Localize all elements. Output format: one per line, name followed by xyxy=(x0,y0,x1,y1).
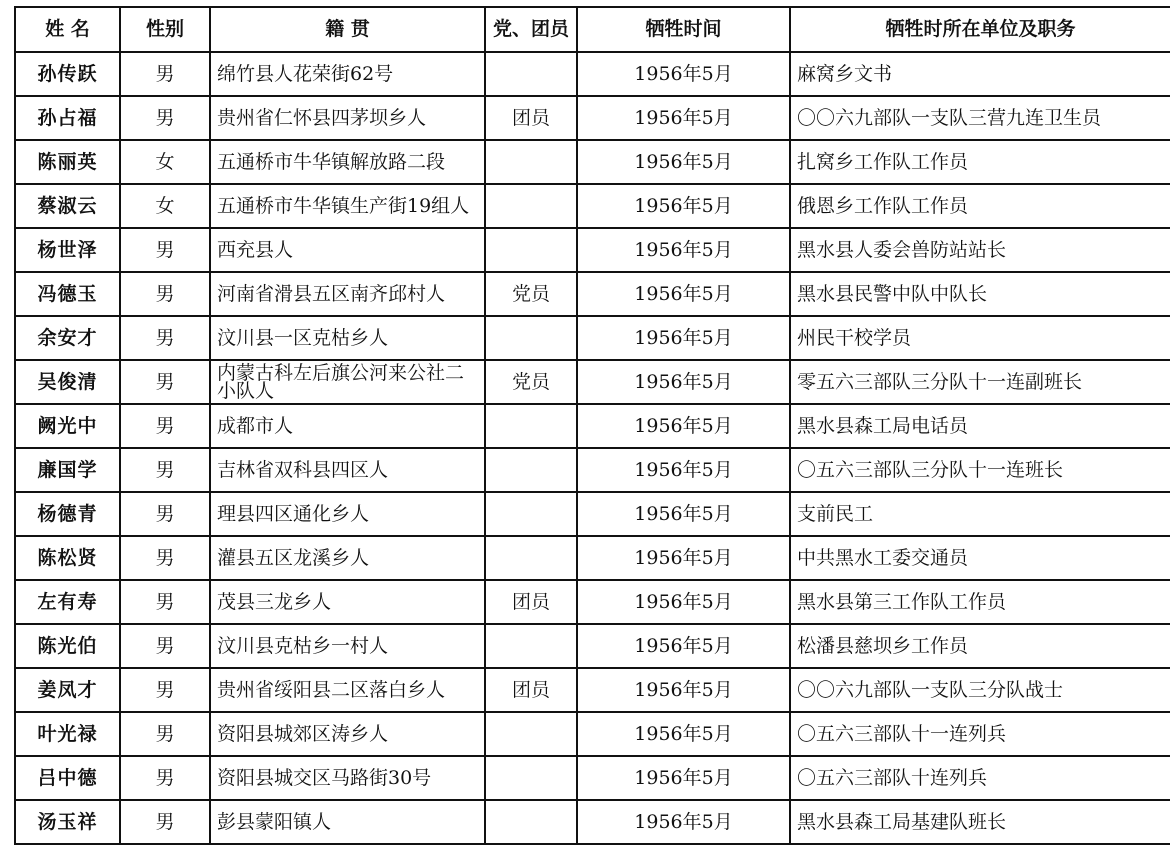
header-native-place: 籍 贯 xyxy=(210,7,485,52)
cell-name: 吴俊清 xyxy=(15,360,120,404)
cell-sacrifice-time: 1956年5月 xyxy=(577,52,790,96)
cell-gender: 女 xyxy=(120,184,210,228)
cell-native-place: 灌县五区龙溪乡人 xyxy=(210,536,485,580)
cell-name: 吕中德 xyxy=(15,756,120,800)
cell-party xyxy=(485,52,577,96)
cell-name: 杨世泽 xyxy=(15,228,120,272)
cell-unit-post: 〇〇六九部队一支队三分队战士 xyxy=(790,668,1170,712)
cell-name: 蔡淑云 xyxy=(15,184,120,228)
cell-native-place: 绵竹县人花荣街62号 xyxy=(210,52,485,96)
cell-sacrifice-time: 1956年5月 xyxy=(577,536,790,580)
cell-party xyxy=(485,712,577,756)
cell-unit-post: 麻窝乡文书 xyxy=(790,52,1170,96)
cell-party xyxy=(485,448,577,492)
table-row xyxy=(15,96,1170,140)
table-row xyxy=(15,536,1170,580)
cell-party xyxy=(485,228,577,272)
cell-gender: 男 xyxy=(120,580,210,624)
cell-party xyxy=(485,316,577,360)
cell-party: 党员 xyxy=(485,272,577,316)
cell-party: 团员 xyxy=(485,580,577,624)
table-row xyxy=(15,272,1170,316)
cell-native-place: 资阳县城郊区涛乡人 xyxy=(210,712,485,756)
cell-unit-post: 黑水县森工局基建队班长 xyxy=(790,800,1170,844)
martyrs-table xyxy=(14,6,1170,845)
cell-name: 廉国学 xyxy=(15,448,120,492)
cell-party xyxy=(485,800,577,844)
cell-party xyxy=(485,140,577,184)
cell-party: 党员 xyxy=(485,360,577,404)
cell-unit-post: 黑水县第三工作队工作员 xyxy=(790,580,1170,624)
cell-sacrifice-time: 1956年5月 xyxy=(577,624,790,668)
cell-sacrifice-time: 1956年5月 xyxy=(577,140,790,184)
cell-gender: 男 xyxy=(120,624,210,668)
cell-native-place: 吉林省双科县四区人 xyxy=(210,448,485,492)
cell-party: 团员 xyxy=(485,668,577,712)
cell-sacrifice-time: 1956年5月 xyxy=(577,404,790,448)
cell-unit-post: 〇五六三部队十一连列兵 xyxy=(790,712,1170,756)
cell-native-place: 五通桥市牛华镇生产街19组人 xyxy=(210,184,485,228)
cell-sacrifice-time: 1956年5月 xyxy=(577,800,790,844)
cell-sacrifice-time: 1956年5月 xyxy=(577,580,790,624)
cell-native-place: 汶川县一区克枯乡人 xyxy=(210,316,485,360)
cell-native-place: 贵州省仁怀县四茅坝乡人 xyxy=(210,96,485,140)
cell-name: 阙光中 xyxy=(15,404,120,448)
cell-sacrifice-time: 1956年5月 xyxy=(577,96,790,140)
header-unit-post: 牺牲时所在单位及职务 xyxy=(790,7,1170,52)
cell-sacrifice-time: 1956年5月 xyxy=(577,228,790,272)
cell-gender: 男 xyxy=(120,404,210,448)
cell-unit-post: 支前民工 xyxy=(790,492,1170,536)
cell-name: 杨德青 xyxy=(15,492,120,536)
cell-unit-post: 〇〇六九部队一支队三营九连卫生员 xyxy=(790,96,1170,140)
cell-gender: 男 xyxy=(120,712,210,756)
header-sacrifice-time: 牺牲时间 xyxy=(577,7,790,52)
cell-sacrifice-time: 1956年5月 xyxy=(577,756,790,800)
cell-native-place: 茂县三龙乡人 xyxy=(210,580,485,624)
cell-unit-post: 州民干校学员 xyxy=(790,316,1170,360)
cell-unit-post: 〇五六三部队三分队十一连班长 xyxy=(790,448,1170,492)
cell-gender: 男 xyxy=(120,52,210,96)
table-row xyxy=(15,492,1170,536)
table-row xyxy=(15,184,1170,228)
cell-gender: 男 xyxy=(120,360,210,404)
cell-unit-post: 黑水县人委会兽防站站长 xyxy=(790,228,1170,272)
cell-name: 冯德玉 xyxy=(15,272,120,316)
cell-native-place: 成都市人 xyxy=(210,404,485,448)
cell-name: 左有寿 xyxy=(15,580,120,624)
cell-sacrifice-time: 1956年5月 xyxy=(577,184,790,228)
cell-gender: 男 xyxy=(120,756,210,800)
cell-name: 孙占福 xyxy=(15,96,120,140)
cell-name: 叶光禄 xyxy=(15,712,120,756)
table-row xyxy=(15,580,1170,624)
cell-native-place: 西充县人 xyxy=(210,228,485,272)
cell-name: 孙传跃 xyxy=(15,52,120,96)
table-row xyxy=(15,712,1170,756)
table-row xyxy=(15,360,1170,404)
header-name: 姓 名 xyxy=(15,7,120,52)
cell-name: 陈丽英 xyxy=(15,140,120,184)
cell-gender: 男 xyxy=(120,316,210,360)
table-row xyxy=(15,52,1170,96)
cell-party: 团员 xyxy=(485,96,577,140)
cell-gender: 男 xyxy=(120,448,210,492)
cell-party xyxy=(485,536,577,580)
table-row xyxy=(15,624,1170,668)
header-party: 党、团员 xyxy=(485,7,577,52)
cell-unit-post: 零五六三部队三分队十一连副班长 xyxy=(790,360,1170,404)
cell-party xyxy=(485,624,577,668)
cell-gender: 男 xyxy=(120,96,210,140)
cell-gender: 男 xyxy=(120,800,210,844)
cell-native-place: 内蒙古科左后旗公河来公社二小队人 xyxy=(210,360,485,404)
table-row xyxy=(15,404,1170,448)
cell-gender: 女 xyxy=(120,140,210,184)
cell-native-place: 理县四区通化乡人 xyxy=(210,492,485,536)
table-row xyxy=(15,448,1170,492)
cell-unit-post: 扎窝乡工作队工作员 xyxy=(790,140,1170,184)
cell-sacrifice-time: 1956年5月 xyxy=(577,360,790,404)
cell-party xyxy=(485,756,577,800)
cell-sacrifice-time: 1956年5月 xyxy=(577,272,790,316)
table-row xyxy=(15,140,1170,184)
cell-name: 余安才 xyxy=(15,316,120,360)
cell-unit-post: 俄恩乡工作队工作员 xyxy=(790,184,1170,228)
cell-native-place: 河南省滑县五区南齐邱村人 xyxy=(210,272,485,316)
cell-party xyxy=(485,184,577,228)
cell-unit-post: 黑水县森工局电话员 xyxy=(790,404,1170,448)
cell-sacrifice-time: 1956年5月 xyxy=(577,712,790,756)
cell-gender: 男 xyxy=(120,536,210,580)
cell-sacrifice-time: 1956年5月 xyxy=(577,492,790,536)
table-row xyxy=(15,668,1170,712)
cell-name: 陈光伯 xyxy=(15,624,120,668)
cell-native-place: 五通桥市牛华镇解放路二段 xyxy=(210,140,485,184)
cell-unit-post: 松潘县慈坝乡工作员 xyxy=(790,624,1170,668)
header-gender: 性别 xyxy=(120,7,210,52)
cell-unit-post: 黑水县民警中队中队长 xyxy=(790,272,1170,316)
table-row xyxy=(15,316,1170,360)
cell-sacrifice-time: 1956年5月 xyxy=(577,448,790,492)
cell-sacrifice-time: 1956年5月 xyxy=(577,316,790,360)
cell-sacrifice-time: 1956年5月 xyxy=(577,668,790,712)
cell-name: 陈松贤 xyxy=(15,536,120,580)
cell-unit-post: 〇五六三部队十连列兵 xyxy=(790,756,1170,800)
header-row xyxy=(15,7,1170,52)
table-row xyxy=(15,228,1170,272)
cell-unit-post: 中共黑水工委交通员 xyxy=(790,536,1170,580)
cell-gender: 男 xyxy=(120,272,210,316)
cell-native-place: 汶川县克枯乡一村人 xyxy=(210,624,485,668)
cell-party xyxy=(485,492,577,536)
cell-native-place: 彭县蒙阳镇人 xyxy=(210,800,485,844)
cell-name: 姜凤才 xyxy=(15,668,120,712)
cell-native-place: 贵州省绥阳县二区落白乡人 xyxy=(210,668,485,712)
cell-party xyxy=(485,404,577,448)
table-row xyxy=(15,756,1170,800)
cell-gender: 男 xyxy=(120,228,210,272)
cell-gender: 男 xyxy=(120,668,210,712)
cell-gender: 男 xyxy=(120,492,210,536)
cell-name: 汤玉祥 xyxy=(15,800,120,844)
cell-native-place: 资阳县城交区马路街30号 xyxy=(210,756,485,800)
table-row xyxy=(15,800,1170,844)
